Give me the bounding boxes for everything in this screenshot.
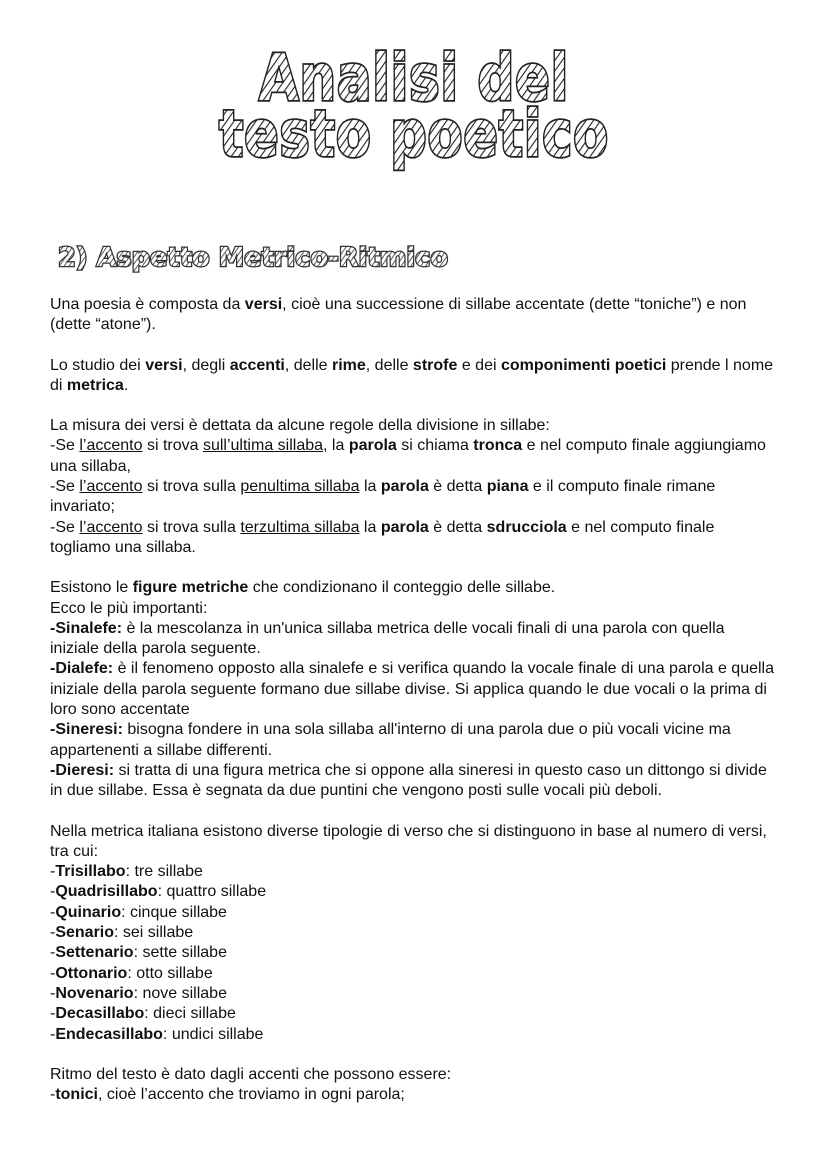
rule-tronca: -Se l’accento si trova sull’ultima sillaba, la parola si chiama tronca e nel computo finale aggiungiamo una sillaba, [50, 437, 766, 475]
list-item: -tonici, cioè l’accento che troviamo in ogni parola; [50, 1086, 405, 1104]
title-graphic [204, 42, 624, 172]
title-line-2: testo poetico [219, 98, 609, 172]
misura-lead: La misura dei versi è dettata da alcune regole della divisione in sillabe: [50, 417, 550, 435]
intro-paragraph: Una poesia è composta da versi, cioè una successione di sillabe accentate (dette “toniche”) e non (dette “atone”). [50, 296, 747, 334]
ritmo-paragraph: Ritmo del testo è dato dagli accenti che possono essere: -tonici, cioè l’accento che troviamo in ogni parola; [50, 1065, 452, 1104]
figure-dieresi: -Dieresi: si tratta di una figura metrica che si oppone alla sineresi in questo caso un dittongo si divide in due sillabe. Essa è segnata da due puntini che vengono posti sulle vocali più deboli. [50, 761, 767, 800]
list-item: -Settenario: sette sillabe [50, 944, 227, 962]
list-item: -Quadrisillabo: quattro sillabe [50, 883, 267, 901]
misura-paragraph [50, 416, 776, 558]
page-title [0, 42, 828, 172]
list-item: -Decasillabo: dieci sillabe [50, 1005, 236, 1023]
rule-piana: -Se l’accento si trova sulla penultima sillaba la parola è detta piana e il computo finale rimane invariato; [50, 478, 716, 516]
list-item: -Senario: sei sillabe [50, 924, 194, 942]
list-item: -Endecasillabo: undici sillabe [50, 1025, 264, 1043]
figure-sinalefe: -Sinalefe: è la mescolanza in un'unica sillaba metrica delle vocali finali di una parola con quella iniziale della parola seguente. [50, 619, 725, 658]
rule-sdrucciola: -Se l’accento si trova sulla terzultima sillaba la parola è detta sdrucciola e nel computo finale togliamo una sillaba. [50, 518, 715, 556]
list-item: -Quinario: cinque sillabe [50, 903, 227, 921]
metrica-paragraph: Lo studio dei versi, degli accenti, delle rime, delle strofe e dei componimenti poetici prende l nome di metrica. [50, 356, 774, 394]
figure-paragraph: Esistono le figure metriche che condizionano il conteggio delle sillabe. Ecco le più importanti: -Sinalefe: è la mescolanza in un'unica sillaba metrica delle vocali finali di una parola con quella iniziale della parola seguente. -Dialefe: è il fenomeno opposto alla sinalefe e si verifica quando la vocale finale di una parola e quella iniziale della parola seguente formano due sillabe divise. Si applica quando le due vocali o la prima di loro sono accentate -Sineresi: bisogna fondere in una sola sillaba all'interno di una parola due o più vocali vicine ma appartenenti a sillabe differenti. -Dieresi: si tratta di una figura metrica che si oppone alla sineresi in questo caso un dittongo si divide in due sillabe. Essa è segnata da due puntini che vengono posti sulle vocali più deboli. [50, 579, 775, 800]
figure-dialefe: -Dialefe: è il fenomeno opposto alla sinalefe e si verifica quando la vocale finale di una parola e quella iniziale della parola seguente formano due sillabe divise. Si applica quando le due vocali o la prima di loro sono accentate [50, 660, 775, 719]
title-line-1: Analisi del [259, 42, 569, 116]
section-heading-text: 2) Aspetto Metrico-Ritmico [58, 243, 448, 273]
section-heading [54, 238, 474, 278]
list-item: -Trisillabo: tre sillabe [50, 863, 203, 881]
list-item: -Ottonario: otto sillabe [50, 964, 213, 982]
list-item: -Novenario: nove sillabe [50, 984, 227, 1002]
document-body [50, 295, 776, 1105]
versi-paragraph: Nella metrica italiana esistono diverse tipologie di verso che si distinguono in base al numero di versi, tra cui: -Trisillabo: tre sillabe -Quadrisillabo: quattro sillabe -Quinario: cinque sillabe -Senario: sei sillabe -Settenario: sette sillabe -Ottonario: otto sillabe -Novenario: nove sillabe -Decasillabo: dieci sillabe -Endecasillabo: undici sillabe [50, 822, 767, 1043]
figure-sineresi: -Sineresi: bisogna fondere in una sola sillaba all'interno di una parola due o più vocali vicine ma appartenenti a sillabe differenti. [50, 721, 731, 759]
